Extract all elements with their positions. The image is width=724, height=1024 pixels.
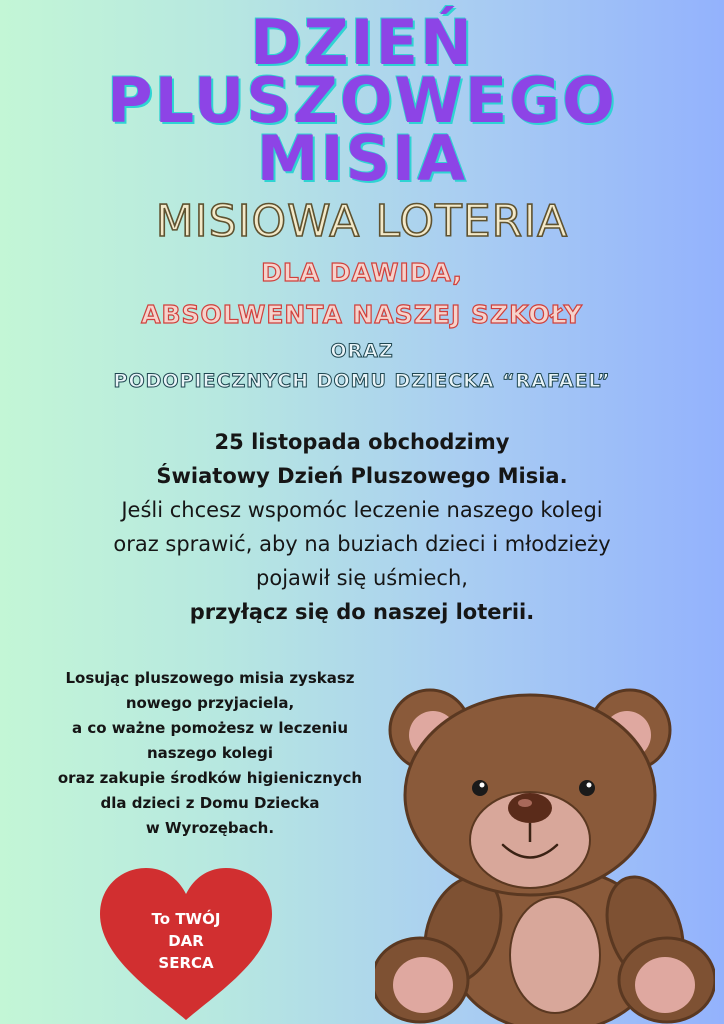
- heart-label: [126, 908, 246, 974]
- info-line-7: w Wyrozębach.: [145, 819, 275, 837]
- main-line-1: 25 listopada obchodzimy: [214, 430, 510, 454]
- main-line-5: pojawił się uśmiech,: [256, 566, 468, 590]
- info-line-4: naszego kolegi: [147, 744, 273, 762]
- poster-title: [0, 6, 724, 195]
- title-line-3: MISIA: [256, 122, 468, 195]
- info-line-6: dla dzieci z Domu Dziecka: [100, 794, 320, 812]
- main-line-4: oraz sprawić, aby na buziach dzieci i młodzieży: [113, 532, 611, 556]
- main-line-3: Jeśli chcesz wspomóc leczenie naszego kolegi: [121, 498, 603, 522]
- info-line-5: oraz zakupie środków higienicznych: [57, 769, 363, 787]
- heart-label-line-2: DAR: [168, 932, 204, 950]
- info-line-2: nowego przyjaciela,: [125, 694, 295, 712]
- teddy-bear-icon: [375, 680, 715, 1024]
- info-line-3: a co ważne pomożesz w leczeniu: [72, 719, 348, 737]
- main-line-6: przyłącz się do naszej loterii.: [189, 600, 535, 624]
- info-line-1: Losując pluszowego misia zyskasz: [65, 669, 355, 687]
- lottery-subtitle: MISIOWA LOTERIA: [155, 196, 569, 247]
- title-line-1: DZIEŃ: [250, 6, 474, 79]
- heart-label-line-1: To TWÓJ: [151, 910, 221, 928]
- main-line-2: Światowy Dzień Pluszowego Misia.: [156, 464, 568, 488]
- title-line-2: PLUSZOWEGO: [107, 64, 617, 137]
- and-word: ORAZ: [330, 340, 394, 362]
- beneficiary-line-1: DLA DAWIDA,: [261, 258, 463, 287]
- recipients-line: PODOPIECZNYCH DOMU DZIECKA “RAFAEL”: [113, 370, 611, 392]
- heart-label-line-3: SERCA: [158, 954, 214, 972]
- info-message: [10, 666, 410, 841]
- beneficiary-line-2: ABSOLWENTA NASZEJ SZKOŁY: [141, 300, 583, 329]
- main-message: [0, 425, 724, 629]
